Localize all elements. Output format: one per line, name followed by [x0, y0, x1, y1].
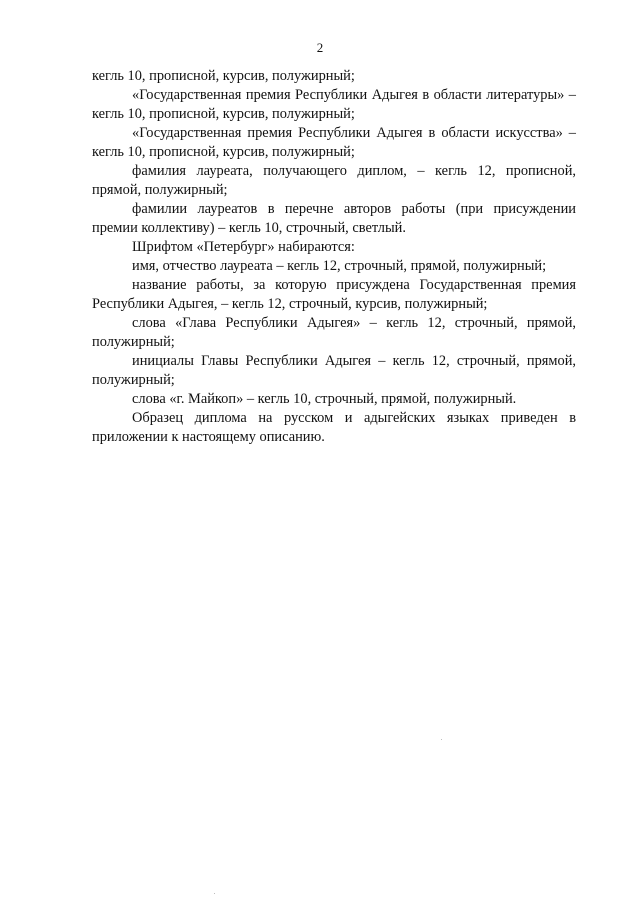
paragraph-10: инициалы Главы Республики Адыгея – кегль 12, строчный, прямой, полужирный;	[92, 353, 576, 388]
scan-speck	[214, 893, 215, 894]
paragraph-2: «Государственная премия Республики Адыгея в области литературы» – кегль 10, прописной, курсив, полужирный;	[92, 87, 576, 122]
scan-speck	[441, 739, 442, 740]
paragraph-5: фамилии лауреатов в перечне авторов работы (при присуждении премии коллективу) – кегль 10, строчный, светлый.	[92, 201, 576, 236]
paragraph-8: название работы, за которую присуждена Государственная премия Республики Адыгея, – кегль 12, строчный, курсив, полужирный;	[92, 277, 576, 312]
paragraph-3: «Государственная премия Республики Адыгея в области искусства» – кегль 10, прописной, курсив, полужирный;	[92, 125, 576, 160]
paragraph-11: слова «г. Майкоп» – кегль 10, строчный, прямой, полужирный.	[132, 391, 517, 407]
document-body	[92, 67, 576, 447]
paragraph-4: фамилия лауреата, получающего диплом, – кегль 12, прописной, прямой, полужирный;	[92, 163, 576, 198]
paragraph-6: Шрифтом «Петербург» набираются:	[132, 239, 355, 255]
paragraph-9: слова «Глава Республики Адыгея» – кегль 12, строчный, прямой, полужирный;	[92, 315, 576, 350]
paragraph-12: Образец диплома на русском и адыгейских языках приведен в приложении к настоящему описанию.	[92, 410, 576, 445]
paragraph-7: имя, отчество лауреата – кегль 12, строчный, прямой, полужирный;	[132, 258, 547, 274]
page-number: 2	[316, 40, 324, 55]
paragraph-1: кегль 10, прописной, курсив, полужирный;	[92, 68, 355, 84]
